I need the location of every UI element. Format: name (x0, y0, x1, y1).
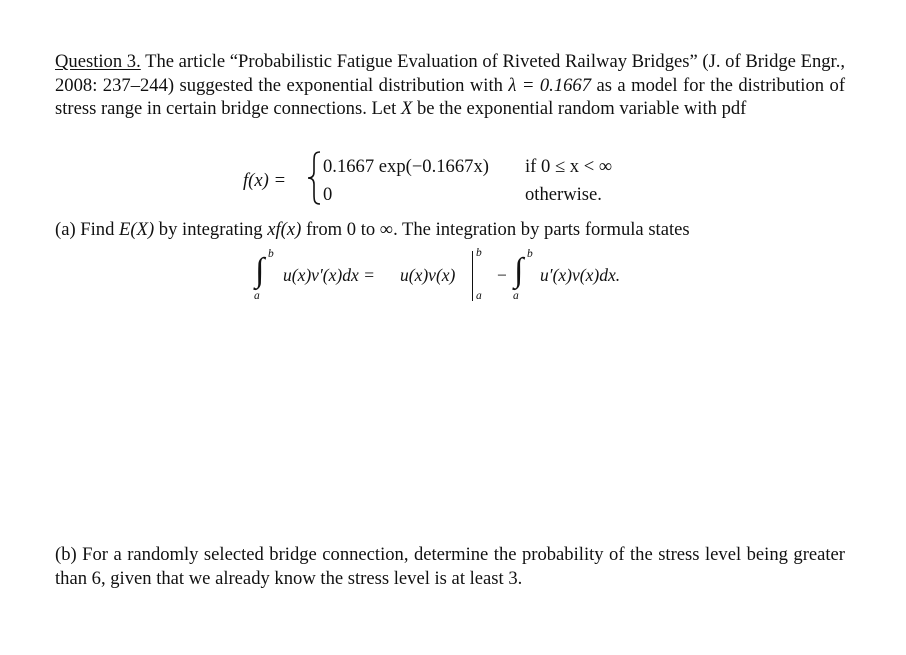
integral-upper-limit: b (527, 248, 533, 260)
ibp-boundary-term: u(x)v(x) (400, 265, 456, 285)
part-a-text-1: Find (75, 219, 120, 240)
pdf-case1-expression: 0.1667 exp(−0.1667x) (323, 156, 489, 177)
pdf-case1-condition: if 0 ≤ x < ∞ (525, 156, 613, 177)
pdf-case2-condition: otherwise. (525, 184, 602, 205)
integral-sign-icon: ∫ (514, 252, 524, 289)
integration-by-parts-formula (0, 248, 906, 308)
part-b-text: For a randomly selected bridge connection, determine the probability of the stress level being greater than 6, given that we already know the stress level is at least 3. (55, 544, 845, 589)
pdf-case2-expression: 0 (323, 184, 333, 205)
integral-sign-icon: ∫ (255, 252, 265, 289)
evaluation-bar (472, 251, 473, 301)
part-a (55, 218, 845, 242)
integrand: xf(x) (267, 219, 302, 240)
part-a-label: (a) (55, 219, 76, 240)
question-label: Question 3. (55, 51, 141, 72)
intro-text-2: as a model for the distribution of stress range in certain bridge connections. Let (55, 74, 846, 119)
lambda-value: λ = 0.1667 (508, 74, 592, 96)
pdf-lhs: f(x) = (243, 170, 286, 191)
integral-lower-limit: a (254, 290, 260, 302)
part-a-text-2: by integrating (154, 219, 268, 240)
intro-text-3: be the exponential random variable with pdf (412, 98, 747, 119)
expectation-symbol: E(X) (119, 219, 155, 240)
part-b (55, 543, 845, 590)
part-a-text-3: from 0 to ∞. The integration by parts formula states (301, 219, 690, 240)
left-brace-icon (305, 150, 323, 206)
question-intro (55, 50, 845, 121)
part-b-label: (b) (55, 544, 77, 565)
boundary-lower-limit: a (476, 290, 482, 302)
ibp-rhs: u′(x)v(x)dx. (540, 265, 621, 285)
boundary-upper-limit: b (476, 247, 482, 259)
minus-sign: − (497, 265, 507, 285)
ibp-lhs: u(x)v′(x)dx = (283, 265, 375, 285)
integral-upper-limit: b (268, 248, 274, 260)
random-variable-x: X (400, 98, 413, 119)
intro-text-1: The article “Probabilistic Fatigue Evaluation of Riveted Railway Bridges” (J. of Bridge Engr., 2008: 237–244) suggested the exponential distribution with (55, 51, 846, 96)
pdf-definition (0, 148, 906, 210)
integral-lower-limit: a (513, 290, 519, 302)
